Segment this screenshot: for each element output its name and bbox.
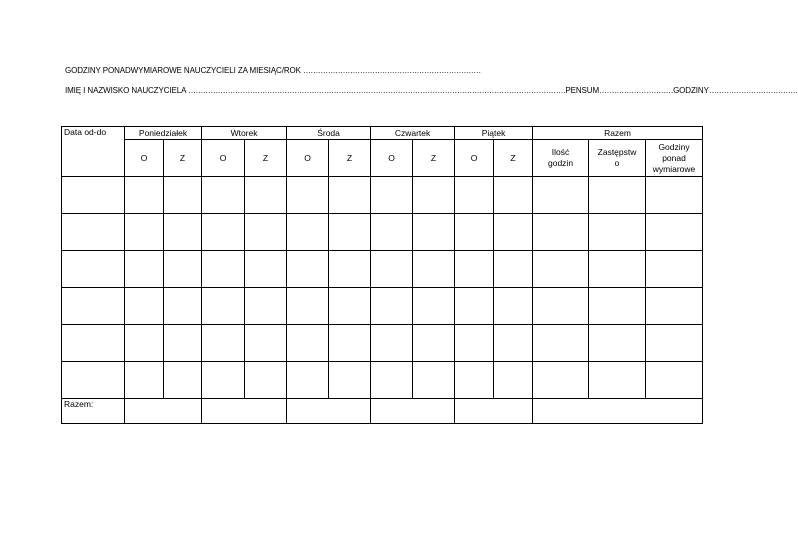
date-range-cell[interactable] xyxy=(62,214,125,251)
hours-cell[interactable] xyxy=(455,214,494,251)
pensum-fill-line: ………………………… xyxy=(599,86,674,95)
hours-cell[interactable] xyxy=(455,362,494,399)
substitution-header-line: o xyxy=(614,158,620,168)
hours-cell[interactable] xyxy=(164,288,202,325)
hours-cell[interactable] xyxy=(455,251,494,288)
teacher-name-fill-line: ……………………………………………………………………………………………………………………………………… xyxy=(188,86,566,95)
summary-header: Razem xyxy=(533,127,703,140)
form-title-line xyxy=(65,66,481,75)
hours-cell[interactable] xyxy=(371,214,413,251)
hours-cell[interactable] xyxy=(329,325,371,362)
hours-cell[interactable] xyxy=(287,325,329,362)
hours-cell[interactable] xyxy=(202,214,245,251)
hours-cell[interactable] xyxy=(589,288,646,325)
table-row xyxy=(62,362,703,399)
substitution-header-line: Zastępstw xyxy=(597,147,637,157)
overtime-hours-header xyxy=(646,140,703,177)
date-range-cell[interactable] xyxy=(62,325,125,362)
hours-cell[interactable] xyxy=(646,214,703,251)
day-header-monday: Poniedziałek xyxy=(125,127,202,140)
hours-cell[interactable] xyxy=(202,325,245,362)
hours-cell[interactable] xyxy=(589,177,646,214)
hours-cell[interactable] xyxy=(329,214,371,251)
table-row xyxy=(62,251,703,288)
hours-cell[interactable] xyxy=(329,177,371,214)
hours-cell[interactable] xyxy=(413,362,455,399)
hours-cell[interactable] xyxy=(494,362,533,399)
hours-cell[interactable] xyxy=(245,214,287,251)
hours-cell[interactable] xyxy=(245,177,287,214)
hours-cell[interactable] xyxy=(413,325,455,362)
hours-cell[interactable] xyxy=(589,325,646,362)
hours-cell[interactable] xyxy=(164,362,202,399)
hours-cell[interactable] xyxy=(371,288,413,325)
hours-cell[interactable] xyxy=(371,362,413,399)
hours-cell[interactable] xyxy=(494,214,533,251)
subheader-o: O xyxy=(287,140,329,177)
date-range-cell[interactable] xyxy=(62,288,125,325)
hours-cell[interactable] xyxy=(494,251,533,288)
hours-cell[interactable] xyxy=(125,214,164,251)
hours-cell[interactable] xyxy=(371,325,413,362)
hours-cell[interactable] xyxy=(646,177,703,214)
hours-cell[interactable] xyxy=(533,288,589,325)
date-range-cell[interactable] xyxy=(62,362,125,399)
day-total-cell[interactable] xyxy=(125,399,202,424)
hours-cell[interactable] xyxy=(533,177,589,214)
hours-cell[interactable] xyxy=(371,177,413,214)
form-title: GODZINY PONADWYMIAROWE NAUCZYCIELI ZA MIESIĄC/ROK xyxy=(65,66,301,75)
summary-total-cell[interactable] xyxy=(533,399,703,424)
hours-cell[interactable] xyxy=(413,288,455,325)
hours-cell[interactable] xyxy=(494,288,533,325)
table-row xyxy=(62,177,703,214)
subheader-z: Z xyxy=(413,140,455,177)
hours-cell[interactable] xyxy=(245,288,287,325)
hours-cell[interactable] xyxy=(533,214,589,251)
hours-cell[interactable] xyxy=(202,362,245,399)
hours-cell[interactable] xyxy=(164,214,202,251)
hours-cell[interactable] xyxy=(329,288,371,325)
overtime-hours-header-line: wymiarowe xyxy=(652,163,696,174)
hours-cell[interactable] xyxy=(533,251,589,288)
hours-cell[interactable] xyxy=(287,177,329,214)
hours-cell[interactable] xyxy=(287,214,329,251)
hours-cell[interactable] xyxy=(413,214,455,251)
hours-cell[interactable] xyxy=(646,288,703,325)
date-range-header: Data od-do xyxy=(62,127,125,177)
hours-cell[interactable] xyxy=(202,177,245,214)
day-header-friday: Piątek xyxy=(455,127,533,140)
subheader-z: Z xyxy=(494,140,533,177)
hours-fill-line: ……………………………… xyxy=(708,86,798,95)
teacher-name-label: IMIĘ I NAZWISKO NAUCZYCIELA xyxy=(65,86,186,95)
hours-cell[interactable] xyxy=(533,325,589,362)
pensum-label: PENSUM xyxy=(565,86,600,95)
hours-cell[interactable] xyxy=(245,362,287,399)
day-total-cell[interactable] xyxy=(371,399,455,424)
hours-cell[interactable] xyxy=(413,177,455,214)
subheader-z: Z xyxy=(164,140,202,177)
overtime-hours-header-line: ponad xyxy=(662,152,686,163)
hours-cell[interactable] xyxy=(589,362,646,399)
total-row xyxy=(62,399,703,424)
hours-cell[interactable] xyxy=(125,362,164,399)
month-year-fill-line: ……………………………………………………………… xyxy=(303,66,481,75)
hours-cell[interactable] xyxy=(646,325,703,362)
hours-cell[interactable] xyxy=(646,251,703,288)
date-range-cell[interactable] xyxy=(62,251,125,288)
hours-cell[interactable] xyxy=(245,251,287,288)
hours-cell[interactable] xyxy=(287,288,329,325)
date-range-cell[interactable] xyxy=(62,177,125,214)
hours-cell[interactable] xyxy=(589,214,646,251)
day-header-tuesday: Wtorek xyxy=(202,127,287,140)
day-total-cell[interactable] xyxy=(287,399,371,424)
overtime-hours-header-line: Godziny xyxy=(658,141,690,152)
hours-cell[interactable] xyxy=(164,325,202,362)
hours-label: GODZINY xyxy=(673,86,709,95)
hours-cell[interactable] xyxy=(125,251,164,288)
subheader-o: O xyxy=(202,140,245,177)
substitution-header xyxy=(589,140,646,177)
hours-cell[interactable] xyxy=(245,325,287,362)
hours-cell[interactable] xyxy=(646,362,703,399)
hours-count-header-line: Ilość xyxy=(551,147,570,157)
hours-cell[interactable] xyxy=(413,251,455,288)
subheader-o: O xyxy=(455,140,494,177)
hours-cell[interactable] xyxy=(164,251,202,288)
hours-cell[interactable] xyxy=(455,288,494,325)
hours-count-header-line: godzin xyxy=(548,158,574,168)
overtime-hours-table xyxy=(61,126,703,424)
hours-cell[interactable] xyxy=(125,325,164,362)
hours-cell[interactable] xyxy=(125,288,164,325)
hours-cell[interactable] xyxy=(202,288,245,325)
day-total-cell[interactable] xyxy=(202,399,287,424)
subheader-o: O xyxy=(125,140,164,177)
hours-cell[interactable] xyxy=(202,251,245,288)
hours-cell[interactable] xyxy=(455,177,494,214)
table-row xyxy=(62,214,703,251)
hours-cell[interactable] xyxy=(287,251,329,288)
hours-cell[interactable] xyxy=(455,325,494,362)
table-row xyxy=(62,325,703,362)
table-row xyxy=(62,288,703,325)
subheader-z: Z xyxy=(245,140,287,177)
hours-cell[interactable] xyxy=(164,177,202,214)
teacher-info-line xyxy=(65,86,798,95)
day-header-wednesday: Środa xyxy=(287,127,371,140)
subheader-o: O xyxy=(371,140,413,177)
hours-cell[interactable] xyxy=(533,362,589,399)
total-label: Razem: xyxy=(62,399,125,424)
day-header-thursday: Czwartek xyxy=(371,127,455,140)
hours-cell[interactable] xyxy=(287,362,329,399)
hours-count-header xyxy=(533,140,589,177)
hours-cell[interactable] xyxy=(589,251,646,288)
day-total-cell[interactable] xyxy=(455,399,533,424)
hours-cell[interactable] xyxy=(494,325,533,362)
hours-cell[interactable] xyxy=(329,251,371,288)
hours-cell[interactable] xyxy=(125,177,164,214)
hours-cell[interactable] xyxy=(329,362,371,399)
hours-cell[interactable] xyxy=(371,251,413,288)
subheader-z: Z xyxy=(329,140,371,177)
hours-cell[interactable] xyxy=(494,177,533,214)
